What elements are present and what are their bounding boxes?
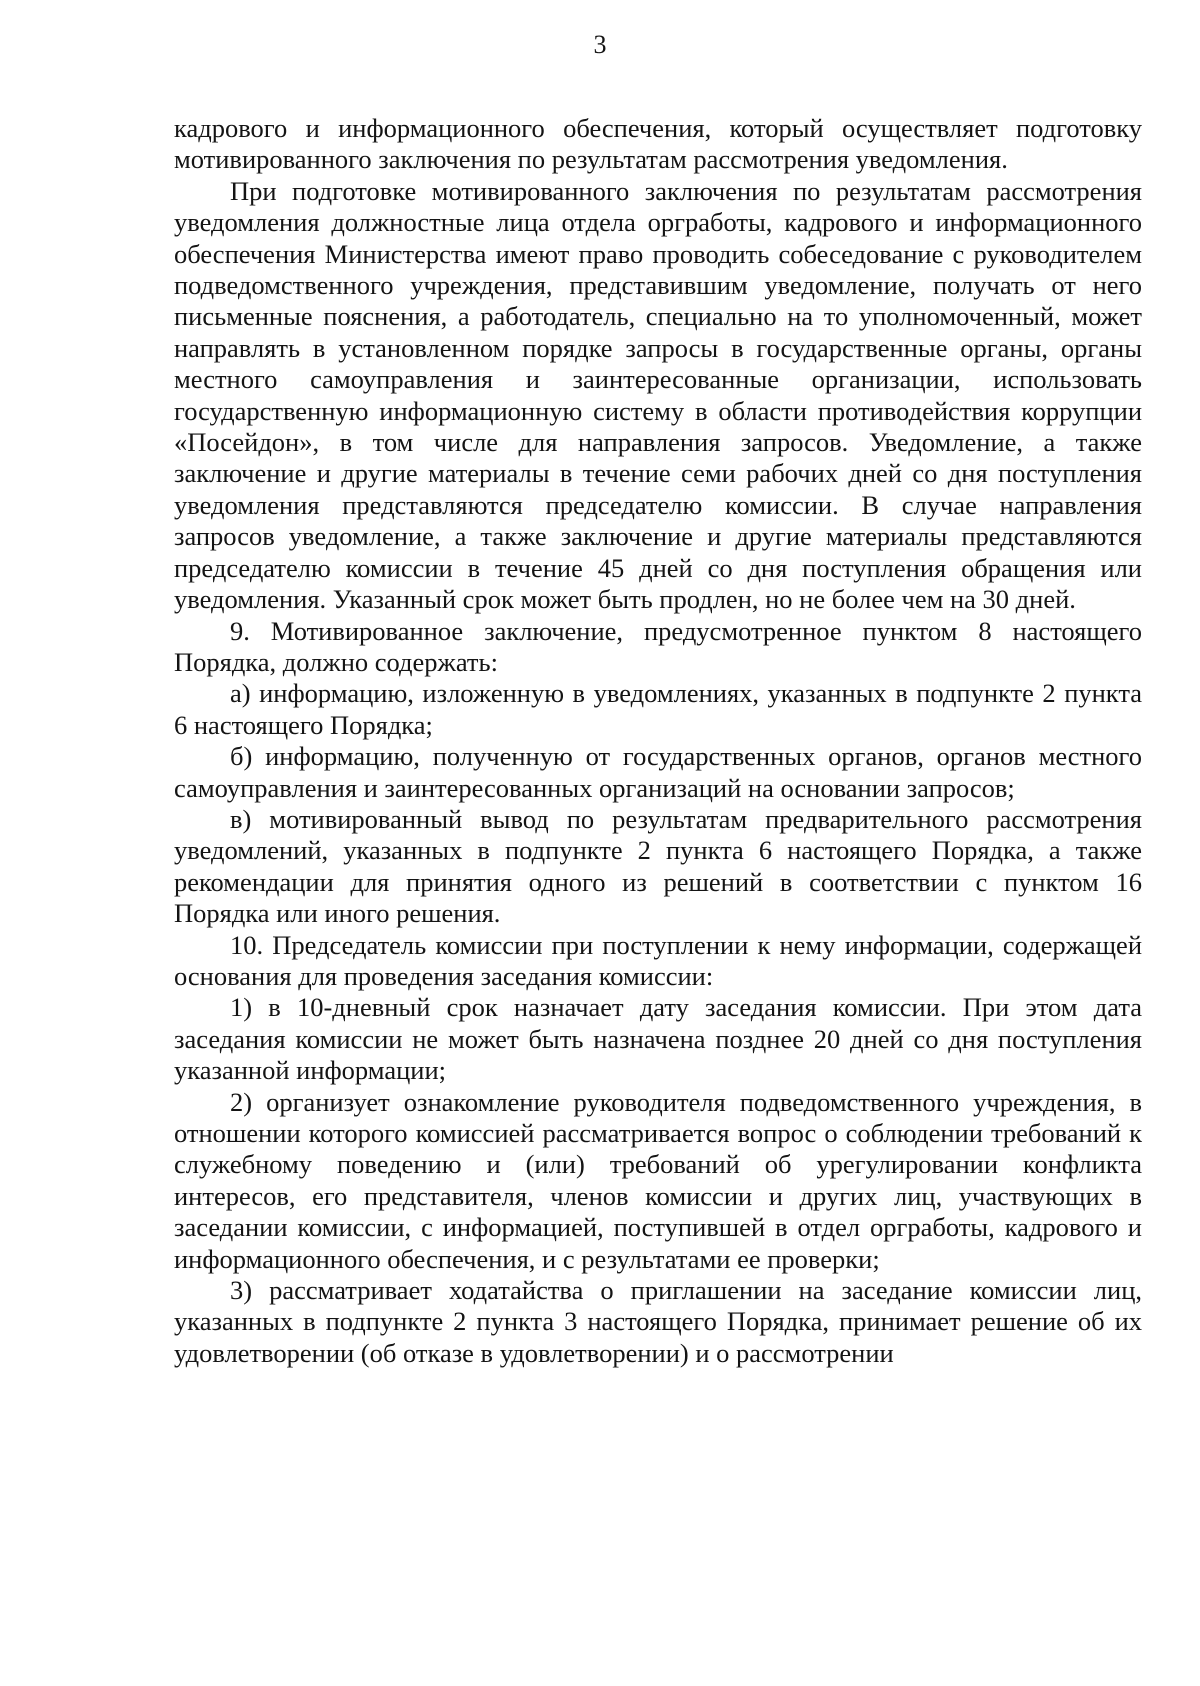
paragraph-motivated-conclusion-preparation: При подготовке мотивированного заключения по результатам рассмотрения уведомления должностные лица отдела оргработы, кадрового и информационного обеспечения Министерства имеют право проводить собеседование с руководителем подведомственного учреждения, представившим уведомление, получать от него письменные пояснения, а работодатель, специально на то уполномоченный, может направлять в установленном порядке запросы в государственные органы, органы местного самоуправления и заинтересованные организации, использовать государственную информационную систему в области противодействия коррупции «Посейдон», в том числе для направления запросов. Уведомление, а также заключение и другие материалы в течение семи рабочих дней со дня поступления уведомления представляются председателю комиссии. В случае направления запросов уведомление, а также заключение и другие материалы представляются председателю комиссии в течение 45 дней со дня поступления обращения или уведомления. Указанный срок может быть продлен, но не более чем на 30 дней. [174,175,1142,615]
document-body [174,113,1142,1369]
paragraph-continuation: кадрового и информационного обеспечения, который осуществляет подготовку мотивированного заключения по результатам рассмотрения уведомления. [174,113,1142,175]
paragraph-item-10-2: 2) организует ознакомление руководителя подведомственного учреждения, в отношении которого комиссией рассматривается вопрос о соблюдении требований к служебному поведению и (или) требований об урегулировании конфликта интересов, его представителя, членов комиссии и других лиц, участвующих в заседании комиссии, с информацией, поступившей в отдел оргработы, кадрового и информационного обеспечения, и с результатами ее проверки; [174,1086,1142,1274]
paragraph-item-10: 10. Председатель комиссии при поступлении к нему информации, содержащей основания для проведения заседания комиссии: [174,929,1142,991]
paragraph-item-9-v: в) мотивированный вывод по результатам предварительного рассмотрения уведомлений, указанных в подпункте 2 пункта 6 настоящего Порядка, а также рекомендации для принятия одного из решений в соответствии с пунктом 16 Порядка или иного решения. [174,803,1142,929]
page-number: 3 [593,30,607,59]
paragraph-item-10-1: 1) в 10-дневный срок назначает дату заседания комиссии. При этом дата заседания комиссии не может быть назначена позднее 20 дней со дня поступления указанной информации; [174,992,1142,1086]
paragraph-item-9-b: б) информацию, полученную от государственных органов, органов местного самоуправления и заинтересованных организаций на основании запросов; [174,741,1142,803]
paragraph-item-10-3: 3) рассматривает ходатайства о приглашении на заседание комиссии лиц, указанных в подпункте 2 пункта 3 настоящего Порядка, принимает решение об их удовлетворении (об отказе в удовлетворении) и о рассмотрении [174,1275,1142,1368]
paragraph-item-9-a: а) информацию, изложенную в уведомлениях, указанных в подпункте 2 пункта 6 настоящего Порядка; [174,678,1142,740]
paragraph-item-9: 9. Мотивированное заключение, предусмотренное пунктом 8 настоящего Порядка, должно содержать: [174,615,1142,677]
